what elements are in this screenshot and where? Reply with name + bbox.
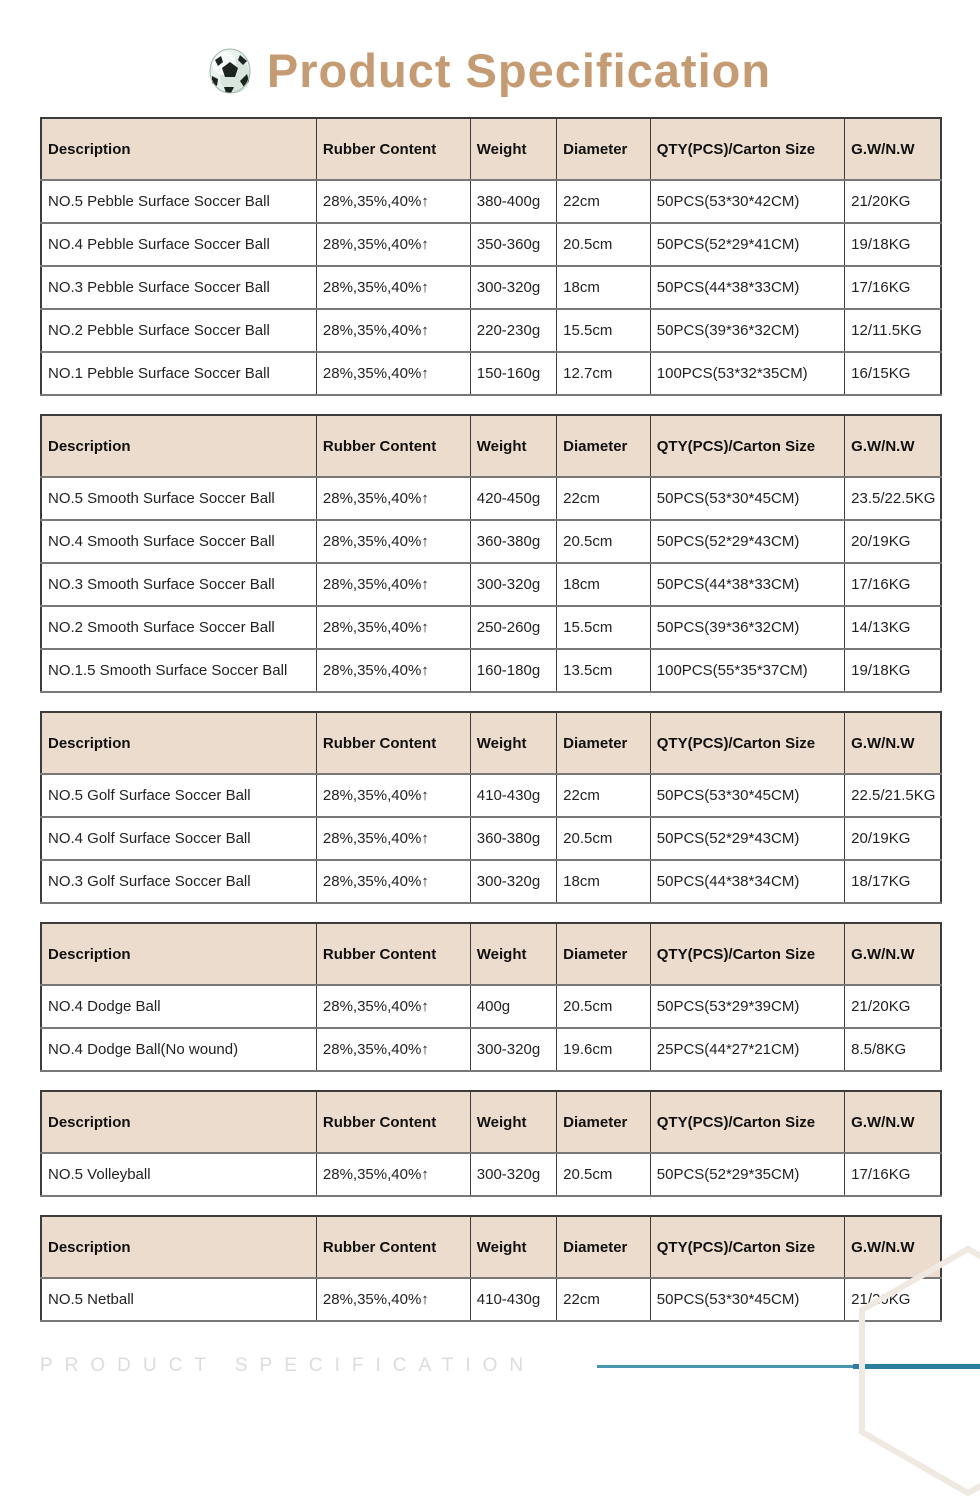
table-cell: 150-160g xyxy=(470,352,556,395)
table-cell: NO.3 Smooth Surface Soccer Ball xyxy=(41,563,316,606)
table-cell: NO.1 Pebble Surface Soccer Ball xyxy=(41,352,316,395)
table-cell: 14/13KG xyxy=(845,606,941,649)
column-header: QTY(PCS)/Carton Size xyxy=(650,118,844,180)
tables-container xyxy=(40,117,942,1322)
table-cell: 28%,35%,40%↑ xyxy=(316,180,470,223)
table-cell: 250-260g xyxy=(470,606,556,649)
table-cell: 420-450g xyxy=(470,477,556,520)
table-header-row xyxy=(41,415,941,477)
column-header: G.W/N.W xyxy=(845,1091,941,1153)
table-cell: 28%,35%,40%↑ xyxy=(316,477,470,520)
table-cell: 28%,35%,40%↑ xyxy=(316,649,470,692)
table-cell: 28%,35%,40%↑ xyxy=(316,1028,470,1071)
table-cell: 50PCS(53*29*39CM) xyxy=(650,985,844,1028)
table-cell: NO.1.5 Smooth Surface Soccer Ball xyxy=(41,649,316,692)
table-cell: NO.5 Netball xyxy=(41,1278,316,1321)
table-cell: 19/18KG xyxy=(845,649,941,692)
table-row xyxy=(41,520,941,563)
column-header: Weight xyxy=(470,1216,556,1278)
table-cell: 28%,35%,40%↑ xyxy=(316,606,470,649)
table-row xyxy=(41,1028,941,1071)
column-header: G.W/N.W xyxy=(845,712,941,774)
table-cell: 20.5cm xyxy=(557,817,651,860)
table-cell: 28%,35%,40%↑ xyxy=(316,860,470,903)
column-header: Diameter xyxy=(557,1091,651,1153)
footer-watermark: PRODUCT SPECIFICATION xyxy=(40,1355,536,1376)
table-cell: 380-400g xyxy=(470,180,556,223)
table-row xyxy=(41,817,941,860)
table-cell: 50PCS(53*30*42CM) xyxy=(650,180,844,223)
column-header: Rubber Content xyxy=(316,712,470,774)
table-cell: 28%,35%,40%↑ xyxy=(316,985,470,1028)
table-row xyxy=(41,180,941,223)
column-header: QTY(PCS)/Carton Size xyxy=(650,1091,844,1153)
column-header: G.W/N.W xyxy=(845,415,941,477)
table-header-row xyxy=(41,1091,941,1153)
table-cell: 22cm xyxy=(557,774,651,817)
column-header: Description xyxy=(41,1091,316,1153)
table-cell: 20/19KG xyxy=(845,817,941,860)
table-cell: 360-380g xyxy=(470,817,556,860)
table-cell: 22cm xyxy=(557,477,651,520)
table-cell: 20.5cm xyxy=(557,1153,651,1196)
table-cell: 15.5cm xyxy=(557,309,651,352)
column-header: QTY(PCS)/Carton Size xyxy=(650,923,844,985)
column-header: Description xyxy=(41,118,316,180)
table-cell: 50PCS(52*29*41CM) xyxy=(650,223,844,266)
table-cell: 17/16KG xyxy=(845,1153,941,1196)
table-cell: NO.5 Golf Surface Soccer Ball xyxy=(41,774,316,817)
table-cell: 50PCS(53*30*45CM) xyxy=(650,774,844,817)
table-cell: 21/20KG xyxy=(845,180,941,223)
table-cell: 18/17KG xyxy=(845,860,941,903)
table-cell: 18cm xyxy=(557,563,651,606)
table-row xyxy=(41,649,941,692)
table-row xyxy=(41,985,941,1028)
table-row xyxy=(41,1153,941,1196)
table-cell: 50PCS(52*29*35CM) xyxy=(650,1153,844,1196)
table-cell: NO.4 Golf Surface Soccer Ball xyxy=(41,817,316,860)
column-header: Diameter xyxy=(557,118,651,180)
table-cell: 17/16KG xyxy=(845,563,941,606)
column-header: G.W/N.W xyxy=(845,118,941,180)
table-cell: 300-320g xyxy=(470,860,556,903)
table-cell: 28%,35%,40%↑ xyxy=(316,266,470,309)
column-header: Description xyxy=(41,415,316,477)
column-header: Diameter xyxy=(557,1216,651,1278)
footer-line-dark-segment xyxy=(853,1364,980,1369)
spec-table xyxy=(40,711,942,904)
table-cell: 410-430g xyxy=(470,774,556,817)
table-row xyxy=(41,1278,941,1321)
table-cell: 21/20KG xyxy=(845,985,941,1028)
table-cell: NO.5 Smooth Surface Soccer Ball xyxy=(41,477,316,520)
spec-table xyxy=(40,922,942,1072)
table-cell: 50PCS(44*38*33CM) xyxy=(650,266,844,309)
table-cell: 350-360g xyxy=(470,223,556,266)
table-cell: 15.5cm xyxy=(557,606,651,649)
table-cell: 17/16KG xyxy=(845,266,941,309)
table-header-row xyxy=(41,712,941,774)
table-cell: 220-230g xyxy=(470,309,556,352)
table-cell: 28%,35%,40%↑ xyxy=(316,774,470,817)
table-cell: 50PCS(52*29*43CM) xyxy=(650,817,844,860)
table-cell: 20/19KG xyxy=(845,520,941,563)
spec-table xyxy=(40,117,942,396)
footer-line-light-segment xyxy=(597,1365,853,1368)
table-cell: NO.4 Pebble Surface Soccer Ball xyxy=(41,223,316,266)
column-header: Rubber Content xyxy=(316,415,470,477)
table-cell: 100PCS(55*35*37CM) xyxy=(650,649,844,692)
table-cell: NO.2 Smooth Surface Soccer Ball xyxy=(41,606,316,649)
column-header: Weight xyxy=(470,415,556,477)
table-cell: NO.5 Pebble Surface Soccer Ball xyxy=(41,180,316,223)
table-cell: 28%,35%,40%↑ xyxy=(316,563,470,606)
column-header: Description xyxy=(41,1216,316,1278)
table-cell: 50PCS(53*30*45CM) xyxy=(650,477,844,520)
table-cell: 28%,35%,40%↑ xyxy=(316,352,470,395)
table-cell: 22cm xyxy=(557,180,651,223)
table-row xyxy=(41,352,941,395)
table-cell: NO.4 Smooth Surface Soccer Ball xyxy=(41,520,316,563)
table-row xyxy=(41,563,941,606)
column-header: G.W/N.W xyxy=(845,1216,941,1278)
table-cell: 8.5/8KG xyxy=(845,1028,941,1071)
table-cell: 25PCS(44*27*21CM) xyxy=(650,1028,844,1071)
table-cell: 28%,35%,40%↑ xyxy=(316,309,470,352)
column-header: Weight xyxy=(470,923,556,985)
footer-divider-line xyxy=(597,1364,980,1369)
table-cell: 28%,35%,40%↑ xyxy=(316,223,470,266)
column-header: QTY(PCS)/Carton Size xyxy=(650,1216,844,1278)
table-cell: 300-320g xyxy=(470,1153,556,1196)
table-cell: 300-320g xyxy=(470,563,556,606)
page-header xyxy=(0,0,980,117)
table-cell: 16/15KG xyxy=(845,352,941,395)
table-cell: 50PCS(53*30*45CM) xyxy=(650,1278,844,1321)
table-cell: 20.5cm xyxy=(557,520,651,563)
table-cell: 410-430g xyxy=(470,1278,556,1321)
column-header: Weight xyxy=(470,1091,556,1153)
table-cell: 28%,35%,40%↑ xyxy=(316,817,470,860)
table-cell: NO.5 Volleyball xyxy=(41,1153,316,1196)
table-header-row xyxy=(41,1216,941,1278)
table-row xyxy=(41,477,941,520)
table-cell: 28%,35%,40%↑ xyxy=(316,1278,470,1321)
column-header: Diameter xyxy=(557,923,651,985)
table-cell: 18cm xyxy=(557,266,651,309)
table-cell: 13.5cm xyxy=(557,649,651,692)
table-row xyxy=(41,266,941,309)
column-header: Diameter xyxy=(557,712,651,774)
table-cell: 28%,35%,40%↑ xyxy=(316,1153,470,1196)
table-cell: 300-320g xyxy=(470,1028,556,1071)
table-row xyxy=(41,774,941,817)
table-cell: NO.4 Dodge Ball xyxy=(41,985,316,1028)
table-cell: NO.3 Golf Surface Soccer Ball xyxy=(41,860,316,903)
spec-table xyxy=(40,1215,942,1322)
table-cell: 160-180g xyxy=(470,649,556,692)
table-cell: NO.4 Dodge Ball(No wound) xyxy=(41,1028,316,1071)
column-header: Rubber Content xyxy=(316,923,470,985)
table-cell: 50PCS(44*38*33CM) xyxy=(650,563,844,606)
column-header: Rubber Content xyxy=(316,1216,470,1278)
table-cell: 28%,35%,40%↑ xyxy=(316,520,470,563)
page-title: Product Specification xyxy=(266,44,772,97)
table-cell: 12/11.5KG xyxy=(845,309,941,352)
table-cell: 19.6cm xyxy=(557,1028,651,1071)
table-cell: 20.5cm xyxy=(557,223,651,266)
table-cell: 21/20KG xyxy=(845,1278,941,1321)
spec-table xyxy=(40,414,942,693)
table-cell: 360-380g xyxy=(470,520,556,563)
table-cell: 50PCS(39*36*32CM) xyxy=(650,606,844,649)
column-header: Description xyxy=(41,712,316,774)
table-cell: 18cm xyxy=(557,860,651,903)
column-header: Description xyxy=(41,923,316,985)
table-row xyxy=(41,309,941,352)
table-cell: 50PCS(39*36*32CM) xyxy=(650,309,844,352)
table-row xyxy=(41,223,941,266)
column-header: QTY(PCS)/Carton Size xyxy=(650,415,844,477)
table-header-row xyxy=(41,923,941,985)
table-row xyxy=(41,606,941,649)
spec-table xyxy=(40,1090,942,1197)
column-header: Weight xyxy=(470,712,556,774)
table-cell: 12.7cm xyxy=(557,352,651,395)
table-cell: 50PCS(52*29*43CM) xyxy=(650,520,844,563)
table-cell: NO.2 Pebble Surface Soccer Ball xyxy=(41,309,316,352)
table-cell: NO.3 Pebble Surface Soccer Ball xyxy=(41,266,316,309)
table-row xyxy=(41,860,941,903)
page-footer xyxy=(0,1351,980,1387)
table-header-row xyxy=(41,118,941,180)
column-header: Weight xyxy=(470,118,556,180)
column-header: G.W/N.W xyxy=(845,923,941,985)
table-cell: 50PCS(44*38*34CM) xyxy=(650,860,844,903)
soccer-ball-icon xyxy=(209,48,251,94)
table-cell: 20.5cm xyxy=(557,985,651,1028)
table-cell: 100PCS(53*32*35CM) xyxy=(650,352,844,395)
table-cell: 22.5/21.5KG xyxy=(845,774,941,817)
column-header: QTY(PCS)/Carton Size xyxy=(650,712,844,774)
table-cell: 400g xyxy=(470,985,556,1028)
table-cell: 22cm xyxy=(557,1278,651,1321)
table-cell: 23.5/22.5KG xyxy=(845,477,941,520)
table-cell: 300-320g xyxy=(470,266,556,309)
column-header: Rubber Content xyxy=(316,1091,470,1153)
table-cell: 19/18KG xyxy=(845,223,941,266)
column-header: Diameter xyxy=(557,415,651,477)
column-header: Rubber Content xyxy=(316,118,470,180)
